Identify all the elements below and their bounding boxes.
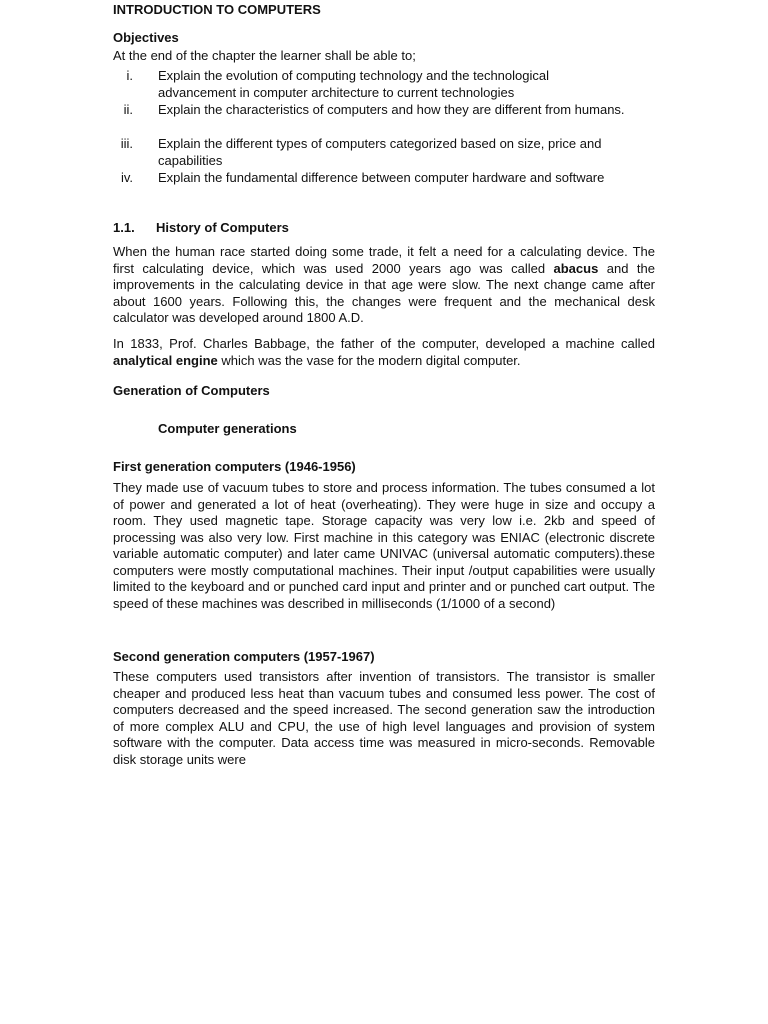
generations-subheading: Computer generations [158,421,297,436]
second-generation-paragraph: These computers used transistors after invention of transistors. The transistor is smaller cheaper and produced less heat than vacuum tubes and consumed less power. The cost of computers decreased and the speed increased. The second generation saw the introduction of more complex ALU and CPU, the use of high level languages and provision of system software with the computer. Data access time was measured in micro-seconds. Removable disk storage units were [113,669,655,767]
list-item-number: iv. [120,170,133,185]
generations-heading: Generation of Computers [113,383,270,398]
section-number: 1.1. [113,220,135,235]
history-paragraph-1 [113,244,655,327]
paragraph-text: When the human race started doing some trade, it felt a need for a calculating device. The first calculating device, which was used 2000 years ago was called [113,244,655,276]
section-title: History of Computers [156,220,289,235]
history-paragraph-2 [113,336,655,369]
section-heading-history [113,220,289,237]
list-item-number: i. [126,68,133,83]
second-generation-heading: Second generation computers (1957-1967) [113,649,375,664]
chapter-title: INTRODUCTION TO COMPUTERS [113,2,321,17]
first-generation-paragraph: They made use of vacuum tubes to store and process information. The tubes consumed a lot of power and generated a lot of heat (overheating). They were huge in size and occupy a room. They used magnetic tape. Storage capacity was very low i.e. 2kb and speed of processing was also very low. First machine in this category was ENIAC (electronic discrete variable automatic computer) and later came UNIVAC (universal automatic computers).these computers were mostly computational machines. Their input /output capabilities were usually limited to the keyboard and or punched card input and printer and or punched cart output. The speed of these machines was described in milliseconds (1/1000 of a second) [113,480,655,611]
list-item-text: Explain the characteristics of computers and how they are different from humans. [158,102,625,117]
paragraph-text: and the improvements in the calculating device in that age were slow. The next change came after about 1600 years. Following this, the changes were frequent and the mechanical desk calculator was developed around 1800 A.D. [113,260,655,325]
bold-term-analytical-engine: analytical engine [113,352,218,368]
list-item-text: Explain the fundamental difference between computer hardware and software [158,170,605,185]
list-item-text: Explain the evolution of computing technology and the technological advancement in computer architecture to current technologies [158,68,549,100]
paragraph-text: which was the vase for the modern digital computer. [217,352,521,368]
list-item-number: ii. [123,102,133,117]
list-item-text: Explain the different types of computers categorized based on size, price and capabilities [158,136,602,168]
first-generation-heading: First generation computers (1946-1956) [113,459,356,474]
objectives-intro: At the end of the chapter the learner shall be able to; [113,48,416,63]
paragraph-text: In 1833, Prof. Charles Babbage, the father of the computer, developed a machine called [113,336,655,351]
objectives-heading: Objectives [113,30,179,45]
list-item-number: iii. [120,136,133,151]
bold-term-abacus: abacus [553,260,599,276]
